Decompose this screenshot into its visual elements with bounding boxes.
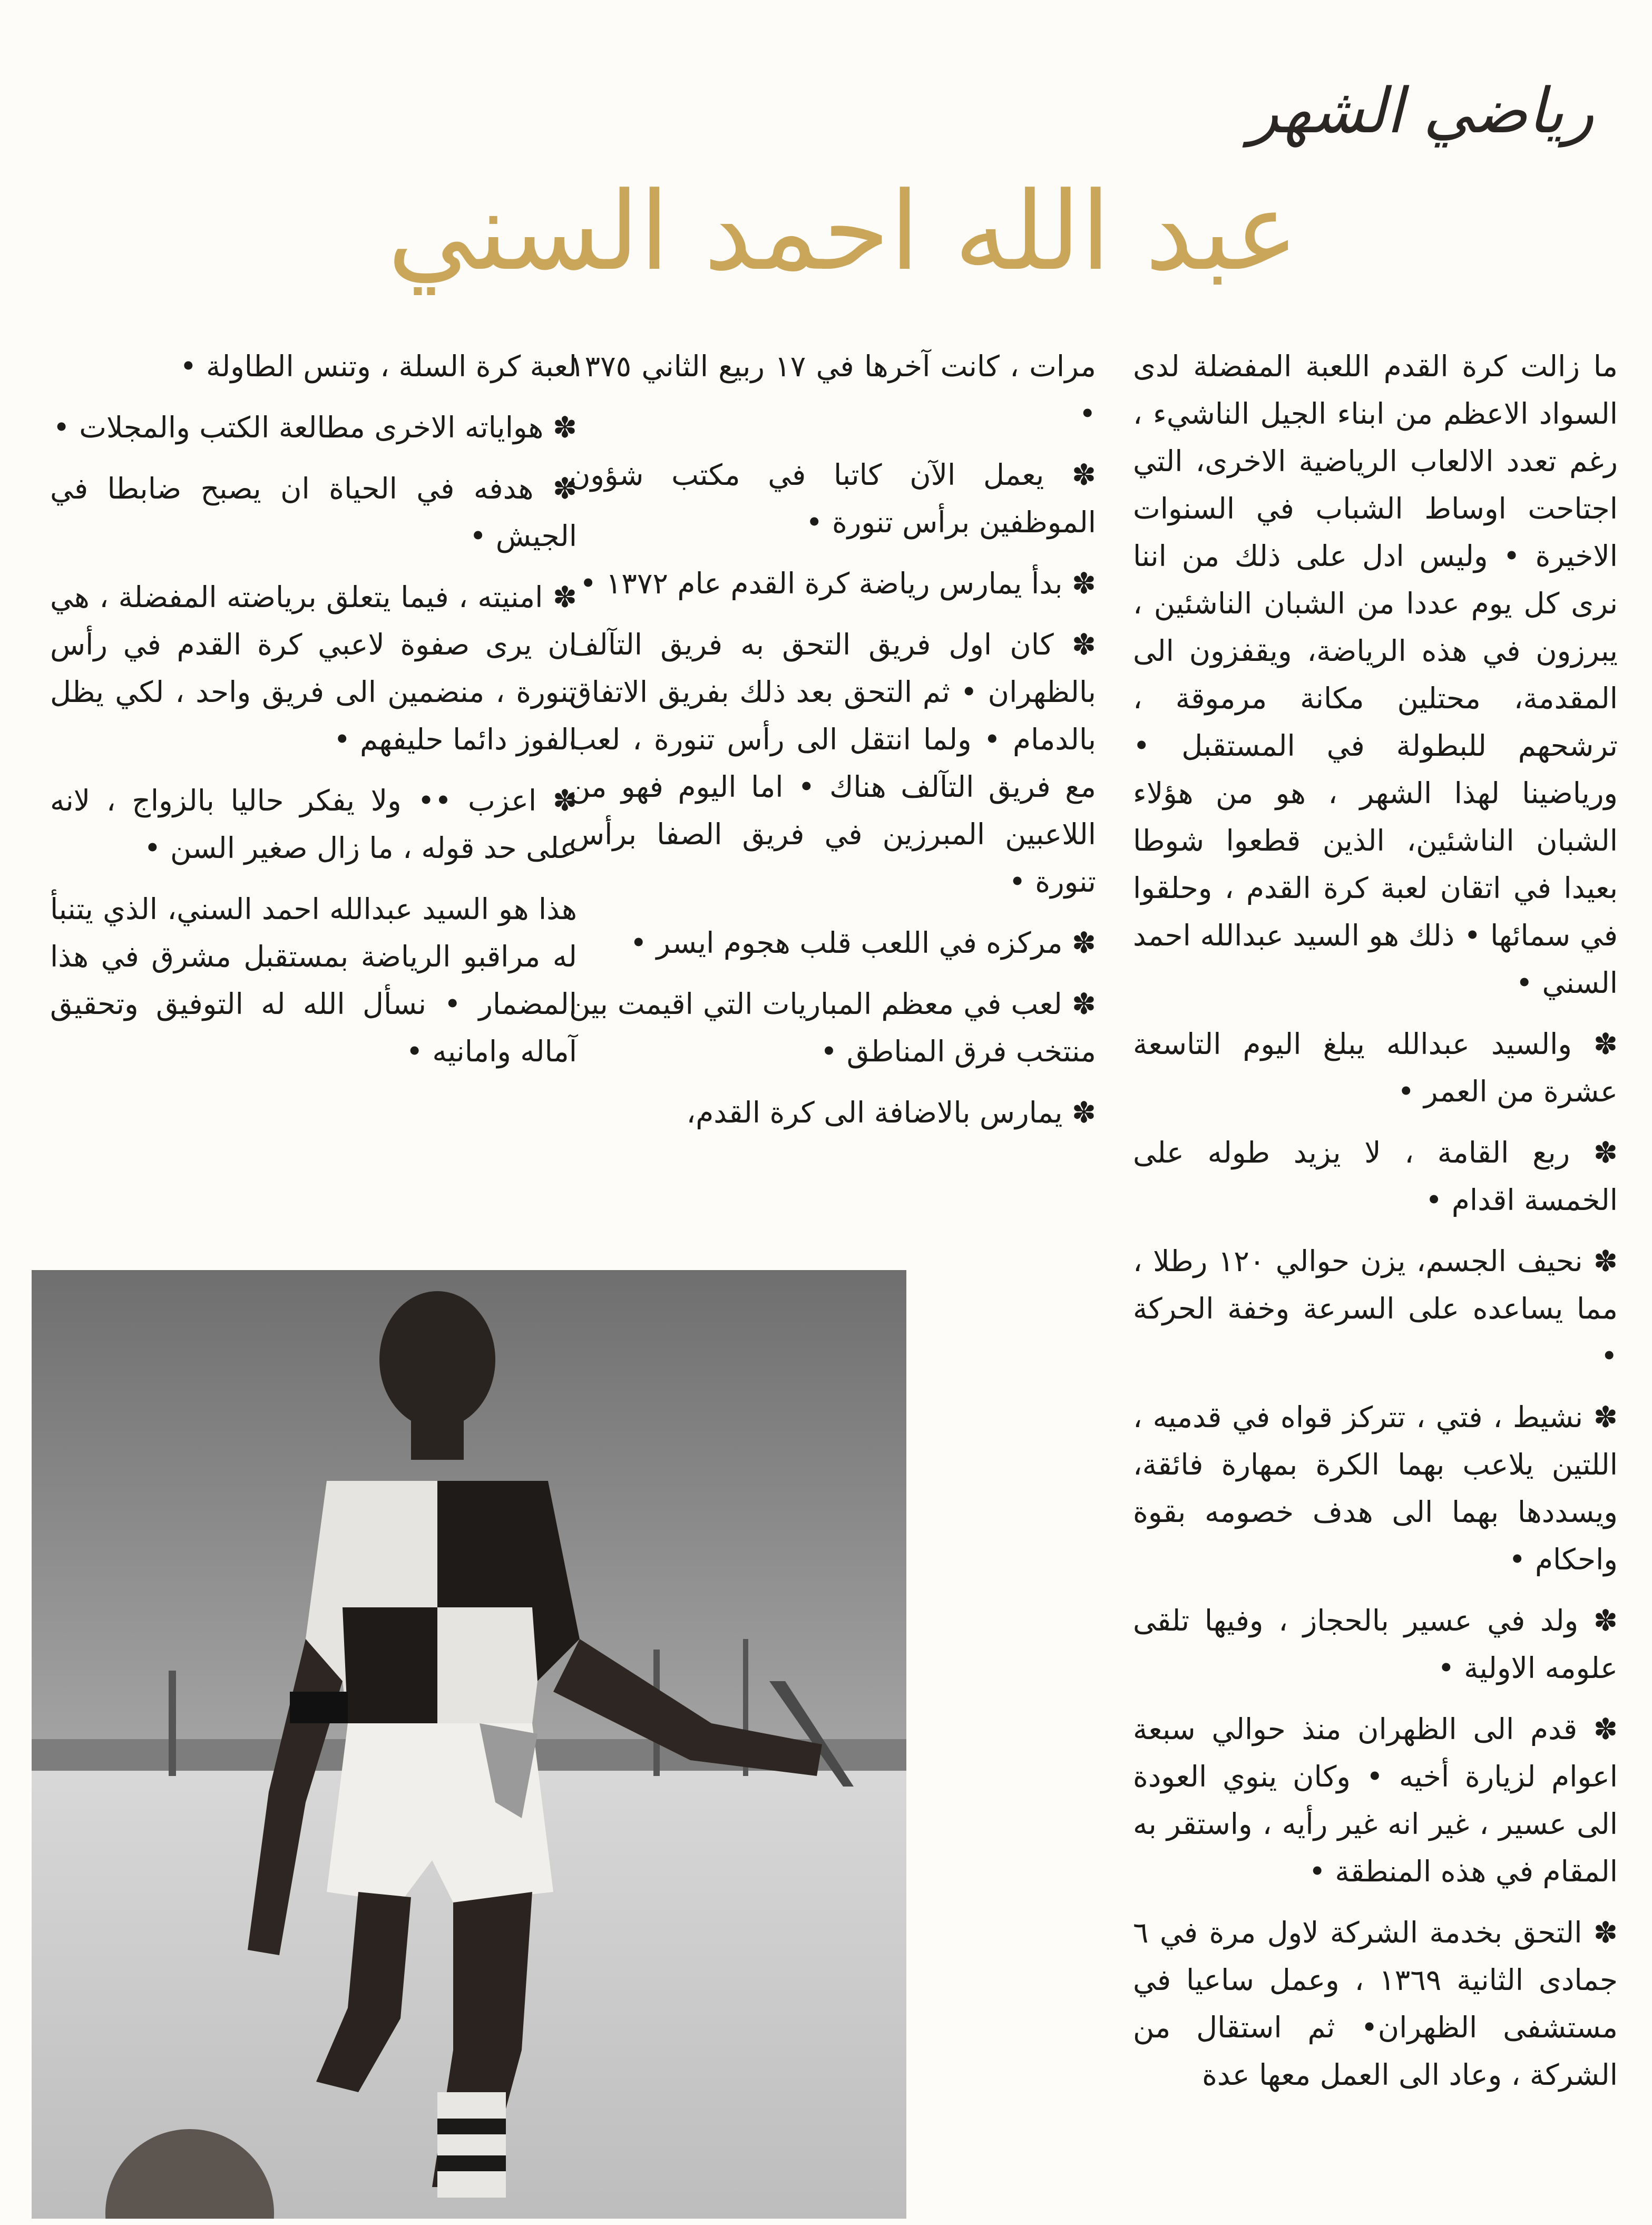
paragraph: هذا هو السيد عبدالله احمد السني، الذي يتنبأ له مراقبو الرياضة بمستقبل مشرق في هذا المضمار • نسأل الله له التوفيق وتحقيق آماله وامانيه • (50, 892, 577, 1068)
text-column-middle (569, 343, 1096, 1150)
paragraph: ✽ هواياته الاخرى مطالعة الكتب والمجلات • (53, 411, 577, 444)
text-column-right (1133, 343, 1618, 2112)
football-player-photo (32, 1270, 906, 2219)
paragraph: ✽ التحق بخدمة الشركة لاول مرة في ٦ جمادى الثانية ١٣٦٩ ، وعمل ساعيا في مستشفى الظهران• ثم استقال من الشركة ، وعاد الى العمل معها عدة (1133, 1916, 1618, 2092)
paragraph: ✽ يعمل الآن كاتبا في مكتب شؤون الموظفين برأس تنورة • (569, 458, 1096, 539)
paragraph: ✽ قدم الى الظهران منذ حوالي سبعة اعوام لزيارة أخيه • وكان ينوي العودة الى عسير ، غير انه غير رأيه ، واستقر به المقام في هذه المنطقة • (1133, 1712, 1618, 1888)
paragraph: ✽ يمارس بالاضافة الى كرة القدم، (686, 1096, 1096, 1129)
paragraph: ✽ ولد في عسير بالحجاز ، وفيها تلقى علومه الاولية • (1133, 1604, 1618, 1685)
paragraph: ✽ ربع القامة ، لا يزيد طوله على الخمسة اقدام • (1133, 1136, 1618, 1217)
paragraph: ✽ بدأ يمارس رياضة كرة القدم عام ١٣٧٢ • (579, 567, 1096, 600)
paragraph: ما زالت كرة القدم اللعبة المفضلة لدى السواد الاعظم من ابناء الجيل الناشيء ، رغم تعدد الالعاب الرياضية الاخرى، التي اجتاحت اوساط الشباب في السنوات الاخيرة • وليس ادل على ذلك من اننا نرى كل يوم عددا من الشبان الناشئين ، يبرزون في هذه الرياضة، ويقفزون الى المقدمة، محتلين مكانة مرموقة ، ترشحهم للبطولة في المستقبل • ورياضينا لهذا الشهر ، هو من هؤلاء الشبان الناشئين، الذين قطعوا شوطا بعيدا في اتقان لعبة كرة القدم ، وحلقوا في سمائها • ذلك هو السيد عبدالله احمد السني • (1133, 349, 1618, 1000)
text-column-left (50, 343, 577, 1089)
paragraph: ✽ امنيته ، فيما يتعلق برياضته المفضلة ، هي ان يرى صفوة لاعبي كرة القدم في رأس تنورة ، منضمين الى فريق واحد ، لكي يظل الفوز دائما حليفهم • (50, 580, 577, 756)
paragraph: مرات ، كانت آخرها في ١٧ ربيع الثاني ١٣٧٥ • (569, 349, 1097, 431)
section-kicker: رياضي الشهر (1248, 74, 1594, 147)
paragraph: ✽ نشيط ، فتي ، تتركز قواه في قدميه ، اللتين يلاعب بهما الكرة بمهارة فائقة، ويسددها بهما الى هدف خصومه بقوة واحكام • (1133, 1400, 1618, 1576)
paragraph: ✽ مركزه في اللعب قلب هجوم ايسر • (630, 926, 1096, 960)
paragraph: ✽ هدفه في الحياة ان يصبح ضابطا في الجيش • (50, 472, 577, 553)
paragraph: ✽ والسيد عبدالله يبلغ اليوم التاسعة عشرة من العمر • (1133, 1027, 1618, 1108)
paragraph: ✽ نحيف الجسم، يزن حوالي ١٢٠ رطلا ، مما يساعده على السرعة وخفة الحركة • (1133, 1244, 1618, 1373)
paragraph: ✽ كان اول فريق التحق به فريق التآلف بالظهران • ثم التحق بعد ذلك بفريق الاتفاق بالدمام • ولما انتقل الى رأس تنورة ، لعب مع فريق التآلف هناك • اما اليوم فهو من اللاعبين المبرزين في فريق الصفا برأس تنورة • (569, 628, 1096, 899)
paragraph: ✽ اعزب •• ولا يفكر حاليا بالزواج ، لانه على حد قوله ، ما زال صغير السن • (50, 784, 577, 865)
player-illustration (32, 1270, 906, 2219)
paragraph: لعبة كرة السلة ، وتنس الطاولة • (180, 349, 577, 383)
paragraph: ✽ لعب في معظم المباريات التي اقيمت بين منتخب فرق المناطق • (569, 987, 1096, 1068)
article-title: عبد الله احمد السني (387, 169, 1299, 295)
